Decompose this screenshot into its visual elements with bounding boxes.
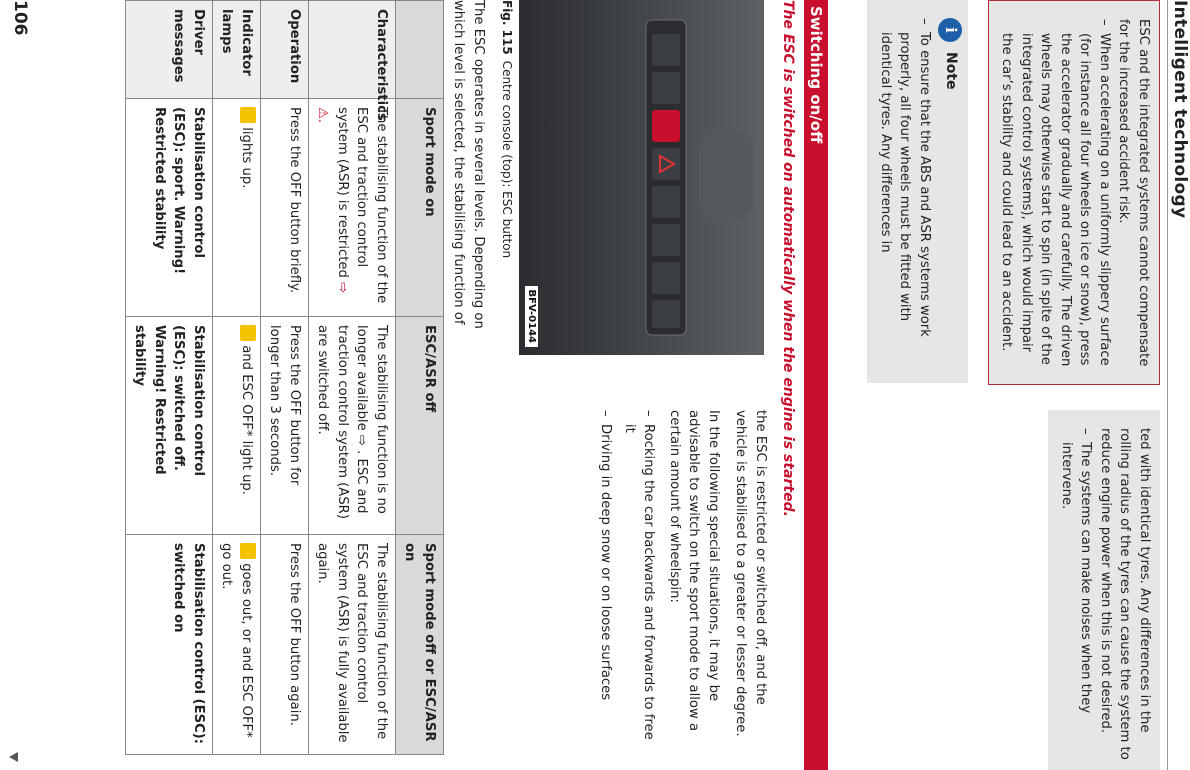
intro-text: The ESC operates in several levels. Depending on which level is selected, the stabilising function of bbox=[451, 0, 486, 329]
warning-box bbox=[988, 0, 1160, 385]
figure-caption-text: Centre console (top): ESC button bbox=[500, 60, 514, 259]
note-box bbox=[868, 0, 969, 383]
table-cell: Stabilisation control (ESC): sport. Warning! Restricted stability bbox=[126, 99, 213, 317]
console-button bbox=[652, 72, 680, 104]
row-label: Indicator lamps bbox=[213, 1, 261, 99]
table-cell: goes out, or and ESC OFF* go out. bbox=[213, 535, 261, 755]
table-row bbox=[126, 1, 213, 755]
row-label: Characteristics bbox=[309, 1, 396, 99]
esc-off-button bbox=[652, 110, 680, 142]
continue-arrow-icon bbox=[9, 752, 18, 762]
centre-console-photo bbox=[519, 0, 764, 355]
section-bullet-2: – Driving in deep snow or on loose surfaces bbox=[596, 410, 616, 752]
section-subtitle: The ESC is switched on automatically when the engine is started. bbox=[780, 0, 796, 517]
table-header: Sport mode off or ESC/ASR on bbox=[396, 535, 444, 755]
chapter-header: Intelligent technology bbox=[1170, 0, 1190, 219]
console-illustration bbox=[519, 0, 764, 355]
table-row bbox=[213, 1, 261, 755]
console-button bbox=[652, 300, 680, 328]
esc-indicator-icon bbox=[240, 325, 256, 341]
row-label: Operation bbox=[261, 1, 309, 99]
header-rule bbox=[1167, 0, 1168, 770]
section-para2: In the following special situations, it may be advisable to switch on the sport mode to allow a certain amount of wheelspin: bbox=[667, 410, 721, 732]
info-icon: i bbox=[938, 18, 962, 42]
figure-ref: BFV-0144 bbox=[525, 286, 538, 347]
console-button bbox=[652, 34, 680, 66]
table-cell: Press the OFF button for longer than 3 seconds. bbox=[261, 317, 309, 535]
warning-triangle-icon: ⇨ ⚠. bbox=[315, 107, 350, 294]
section-body bbox=[596, 410, 770, 752]
table-row bbox=[261, 1, 309, 755]
esc-levels-table bbox=[125, 0, 444, 755]
continued-note-bullet: – The systems can make noises when they intervene. bbox=[1057, 428, 1096, 760]
figure-number: Fig. 115 bbox=[500, 0, 514, 55]
row-label: Driver messages bbox=[126, 1, 213, 99]
section-para1: the ESC is restricted or switched off, and the vehicle is stabilised to a greater or lesser degree. bbox=[733, 410, 768, 737]
page-number: 106 bbox=[10, 0, 30, 36]
section-title: Switching on/off bbox=[804, 0, 828, 770]
table-row bbox=[309, 1, 396, 755]
note-bullet: – To ensure that the ABS and ASR systems work properly, all four wheels must be fitted with identical tyres. Any differences in bbox=[876, 18, 935, 373]
table-cell: The stabilising function of the ESC and traction control system (ASR) is restricted ⇨ ⚠. bbox=[309, 99, 396, 317]
warning-bullet: – When accelerating on a uniformly slippery surface (for instance all four wheels on ice or snow), press the accelerator gradually and carefully. The driven wheels may otherwise start to spin (in spite of the integrated control systems), which would impair the car’s stability and could lead to an accident. bbox=[997, 19, 1114, 374]
esc-indicator-icon bbox=[240, 543, 256, 559]
continued-note-box bbox=[1049, 410, 1161, 770]
table-cell: Stabilisation control (ESC): switched on bbox=[126, 535, 213, 755]
table-cell: Stabilisation control (ESC): switched off. Warning! Restricted stability bbox=[126, 317, 213, 535]
table-cell: lights up. bbox=[213, 99, 261, 317]
table-cell: Press the OFF button briefly. bbox=[261, 99, 309, 317]
table-header: Sport mode on bbox=[396, 99, 444, 317]
console-button bbox=[652, 186, 680, 218]
table-cell: The stabilising function is no longer available ⇨ . ESC and traction control system (ASR) are switched off. bbox=[309, 317, 396, 535]
table-cell: Press the OFF button again. bbox=[261, 535, 309, 755]
table-header: ESC/ASR off bbox=[396, 317, 444, 535]
figure-caption bbox=[500, 0, 514, 355]
console-button bbox=[652, 224, 680, 256]
note-title: Note bbox=[942, 52, 959, 90]
table-header bbox=[396, 1, 444, 99]
table-cell: The stabilising function of the ESC and traction control system (ASR) is fully available again. bbox=[309, 535, 396, 755]
warning-text: ESC and the integrated systems cannot compensate for the increased accident risk. bbox=[1116, 19, 1151, 367]
table-cell: and ESC OFF* light up. bbox=[213, 317, 261, 535]
esc-indicator-icon bbox=[240, 107, 256, 123]
section-bullet-1: – Rocking the car backwards and forwards to free it bbox=[620, 410, 659, 752]
console-button bbox=[652, 262, 680, 294]
continued-note-text: ted with identical tyres. Any differences in the rolling radius of the tyres can cause the system to reduce engine power when this is not desired. bbox=[1098, 428, 1152, 760]
table-header-row bbox=[396, 1, 444, 755]
